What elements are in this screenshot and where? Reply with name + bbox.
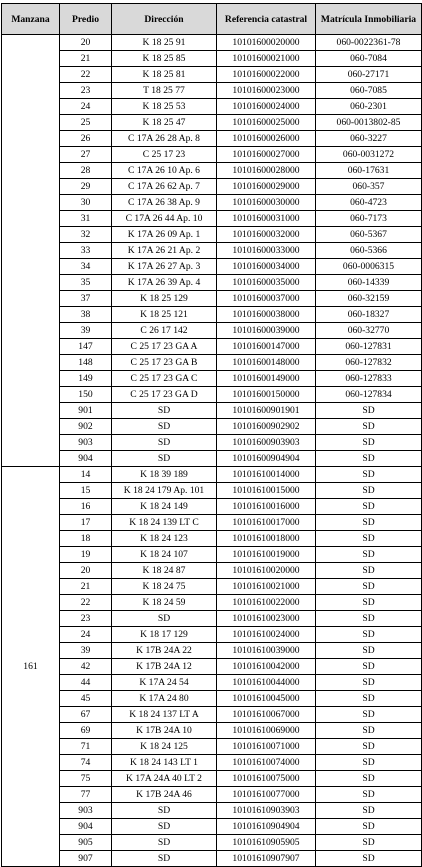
predio-cell: 26 (60, 131, 112, 147)
table-row (2, 707, 422, 723)
matricula-inmobiliaria-cell: 060-127834 (316, 387, 422, 403)
predio-cell: 71 (60, 739, 112, 755)
matricula-inmobiliaria-cell: 060-4723 (316, 195, 422, 211)
predio-cell: 31 (60, 211, 112, 227)
matricula-inmobiliaria-cell: 060-127832 (316, 355, 422, 371)
matricula-inmobiliaria-cell: SD (316, 707, 422, 723)
table-row (2, 371, 422, 387)
referencia-catastral-cell: 10101600024000 (217, 99, 316, 115)
matricula-inmobiliaria-cell: SD (316, 643, 422, 659)
direccion-cell: SD (112, 819, 217, 835)
direccion-cell: C 26 17 142 (112, 323, 217, 339)
matricula-inmobiliaria-cell: 060-0031272 (316, 147, 422, 163)
referencia-catastral-cell: 10101600038000 (217, 307, 316, 323)
matricula-inmobiliaria-cell: SD (316, 451, 422, 467)
direccion-cell: SD (112, 835, 217, 851)
referencia-catastral-cell: 10101610039000 (217, 643, 316, 659)
referencia-catastral-cell: 10101610018000 (217, 531, 316, 547)
matricula-inmobiliaria-cell: SD (316, 579, 422, 595)
referencia-catastral-cell: 10101600022000 (217, 67, 316, 83)
matricula-inmobiliaria-cell: SD (316, 595, 422, 611)
table-row (2, 723, 422, 739)
referencia-catastral-cell: 10101600039000 (217, 323, 316, 339)
table-row (2, 435, 422, 451)
matricula-inmobiliaria-cell: SD (316, 611, 422, 627)
matricula-inmobiliaria-cell: 060-18327 (316, 307, 422, 323)
predio-cell: 75 (60, 771, 112, 787)
predio-cell: 149 (60, 371, 112, 387)
table-row (2, 195, 422, 211)
table-row (2, 339, 422, 355)
referencia-catastral-cell: 10101600033000 (217, 243, 316, 259)
matricula-inmobiliaria-cell: 060-127831 (316, 339, 422, 355)
table-row (2, 691, 422, 707)
direccion-cell: SD (112, 451, 217, 467)
referencia-catastral-cell: 10101600903903 (217, 435, 316, 451)
direccion-cell: C 25 17 23 GA C (112, 371, 217, 387)
table-row (2, 531, 422, 547)
referencia-catastral-cell: 10101600020000 (217, 35, 316, 51)
referencia-catastral-cell: 10101600030000 (217, 195, 316, 211)
table-row (2, 819, 422, 835)
direccion-cell: K 18 39 189 (112, 467, 217, 483)
matricula-inmobiliaria-cell: 060-0022361-78 (316, 35, 422, 51)
table-row (2, 259, 422, 275)
direccion-cell: K 18 24 149 (112, 499, 217, 515)
table-row (2, 67, 422, 83)
direccion-cell: C 17A 26 38 Ap. 9 (112, 195, 217, 211)
referencia-catastral-cell: 10101600023000 (217, 83, 316, 99)
predio-cell: 44 (60, 675, 112, 691)
referencia-catastral-cell: 10101600901901 (217, 403, 316, 419)
referencia-catastral-cell: 10101600021000 (217, 51, 316, 67)
direccion-cell: K 18 25 81 (112, 67, 217, 83)
matricula-inmobiliaria-cell: SD (316, 675, 422, 691)
direccion-cell: K 17B 24A 22 (112, 643, 217, 659)
predio-cell: 39 (60, 323, 112, 339)
direccion-cell: K 18 25 53 (112, 99, 217, 115)
direccion-cell: K 18 24 137 LT A (112, 707, 217, 723)
matricula-inmobiliaria-cell: 060-7084 (316, 51, 422, 67)
table-row (2, 99, 422, 115)
predio-cell: 28 (60, 163, 112, 179)
direccion-cell: K 18 24 59 (112, 595, 217, 611)
predio-cell: 14 (60, 467, 112, 483)
table-row (2, 547, 422, 563)
matricula-inmobiliaria-cell: SD (316, 547, 422, 563)
direccion-cell: K 17A 26 09 Ap. 1 (112, 227, 217, 243)
referencia-catastral-cell: 10101600032000 (217, 227, 316, 243)
table-row (2, 515, 422, 531)
table-row (2, 483, 422, 499)
predio-cell: 905 (60, 835, 112, 851)
referencia-catastral-cell: 10101610020000 (217, 563, 316, 579)
table-row (2, 291, 422, 307)
referencia-catastral-cell: 10101610045000 (217, 691, 316, 707)
table-row (2, 499, 422, 515)
predio-cell: 148 (60, 355, 112, 371)
direccion-cell: SD (112, 611, 217, 627)
predio-cell: 24 (60, 99, 112, 115)
referencia-catastral-cell: 10101600035000 (217, 275, 316, 291)
matricula-inmobiliaria-cell: 060-17631 (316, 163, 422, 179)
predio-cell: 150 (60, 387, 112, 403)
matricula-inmobiliaria-cell: 060-14339 (316, 275, 422, 291)
table-row (2, 451, 422, 467)
predio-cell: 20 (60, 563, 112, 579)
predio-cell: 15 (60, 483, 112, 499)
matricula-inmobiliaria-cell: SD (316, 467, 422, 483)
table-row (2, 675, 422, 691)
referencia-catastral-cell: 10101600150000 (217, 387, 316, 403)
predio-cell: 67 (60, 707, 112, 723)
direccion-cell: K 17A 26 21 Ap. 2 (112, 243, 217, 259)
referencia-catastral-cell: 10101610044000 (217, 675, 316, 691)
predio-cell: 19 (60, 547, 112, 563)
table-row (2, 147, 422, 163)
referencia-catastral-cell: 10101600148000 (217, 355, 316, 371)
table-row (2, 419, 422, 435)
direccion-cell: K 17A 26 27 Ap. 3 (112, 259, 217, 275)
matricula-inmobiliaria-cell: 060-27171 (316, 67, 422, 83)
matricula-inmobiliaria-cell: 060-3227 (316, 131, 422, 147)
referencia-catastral-cell: 10101600025000 (217, 115, 316, 131)
referencia-catastral-cell: 10101600149000 (217, 371, 316, 387)
predio-cell: 20 (60, 35, 112, 51)
predio-cell: 23 (60, 611, 112, 627)
header-manzana: Manzana (2, 4, 60, 35)
matricula-inmobiliaria-cell: 060-127833 (316, 371, 422, 387)
table-row (2, 595, 422, 611)
direccion-cell: C 17A 26 62 Ap. 7 (112, 179, 217, 195)
direccion-cell: SD (112, 803, 217, 819)
table-row (2, 307, 422, 323)
referencia-catastral-cell: 10101600902902 (217, 419, 316, 435)
referencia-catastral-cell: 10101610077000 (217, 787, 316, 803)
predio-cell: 904 (60, 819, 112, 835)
matricula-inmobiliaria-cell: SD (316, 819, 422, 835)
direccion-cell: K 17A 24A 40 LT 2 (112, 771, 217, 787)
predio-cell: 904 (60, 451, 112, 467)
predio-cell: 901 (60, 403, 112, 419)
property-table (1, 3, 422, 867)
predio-cell: 147 (60, 339, 112, 355)
referencia-catastral-cell: 10101600027000 (217, 147, 316, 163)
matricula-inmobiliaria-cell: 060-2301 (316, 99, 422, 115)
matricula-inmobiliaria-cell: 060-0013802-85 (316, 115, 422, 131)
header-direccion: Dirección (112, 4, 217, 35)
table-row (2, 755, 422, 771)
direccion-cell: K 17B 24A 10 (112, 723, 217, 739)
predio-cell: 32 (60, 227, 112, 243)
referencia-catastral-cell: 10101610069000 (217, 723, 316, 739)
predio-cell: 21 (60, 51, 112, 67)
direccion-cell: K 18 25 47 (112, 115, 217, 131)
direccion-cell: K 17B 24A 46 (112, 787, 217, 803)
direccion-cell: K 17A 24 80 (112, 691, 217, 707)
matricula-inmobiliaria-cell: SD (316, 851, 422, 867)
predio-cell: 37 (60, 291, 112, 307)
referencia-catastral-cell: 10101600037000 (217, 291, 316, 307)
predio-cell: 907 (60, 851, 112, 867)
table-row (2, 739, 422, 755)
matricula-inmobiliaria-cell: SD (316, 659, 422, 675)
matricula-inmobiliaria-cell: SD (316, 531, 422, 547)
referencia-catastral-cell: 10101600034000 (217, 259, 316, 275)
referencia-catastral-cell: 10101610017000 (217, 515, 316, 531)
table-row (2, 179, 422, 195)
table-body (2, 35, 422, 867)
matricula-inmobiliaria-cell: SD (316, 723, 422, 739)
referencia-catastral-cell: 10101610075000 (217, 771, 316, 787)
matricula-inmobiliaria-cell: SD (316, 803, 422, 819)
matricula-inmobiliaria-cell: 060-32770 (316, 323, 422, 339)
direccion-cell: C 17A 26 44 Ap. 10 (112, 211, 217, 227)
table-row (2, 403, 422, 419)
matricula-inmobiliaria-cell: SD (316, 483, 422, 499)
matricula-inmobiliaria-cell: 060-32159 (316, 291, 422, 307)
header-matricula-inmobiliaria: Matrícula Inmobiliaria (316, 4, 422, 35)
direccion-cell: SD (112, 851, 217, 867)
direccion-cell: K 18 24 139 LT C (112, 515, 217, 531)
matricula-inmobiliaria-cell: SD (316, 835, 422, 851)
direccion-cell: K 18 24 123 (112, 531, 217, 547)
table-row (2, 323, 422, 339)
matricula-inmobiliaria-cell: SD (316, 691, 422, 707)
referencia-catastral-cell: 10101610067000 (217, 707, 316, 723)
referencia-catastral-cell: 10101610023000 (217, 611, 316, 627)
table-row (2, 35, 422, 51)
direccion-cell: K 18 24 143 LT 1 (112, 755, 217, 771)
referencia-catastral-cell: 10101610904904 (217, 819, 316, 835)
direccion-cell: SD (112, 403, 217, 419)
matricula-inmobiliaria-cell: SD (316, 435, 422, 451)
table-row (2, 611, 422, 627)
matricula-inmobiliaria-cell: SD (316, 739, 422, 755)
table-row (2, 131, 422, 147)
direccion-cell: K 18 25 91 (112, 35, 217, 51)
referencia-catastral-cell: 10101610016000 (217, 499, 316, 515)
referencia-catastral-cell: 10101610042000 (217, 659, 316, 675)
table-row (2, 115, 422, 131)
referencia-catastral-cell: 10101610071000 (217, 739, 316, 755)
table-row (2, 51, 422, 67)
matricula-inmobiliaria-cell: SD (316, 499, 422, 515)
header-row (2, 4, 422, 35)
matricula-inmobiliaria-cell: 060-0006315 (316, 259, 422, 275)
predio-cell: 18 (60, 531, 112, 547)
matricula-inmobiliaria-cell: 060-5366 (316, 243, 422, 259)
table-row (2, 467, 422, 483)
matricula-inmobiliaria-cell: SD (316, 403, 422, 419)
referencia-catastral-cell: 10101610907907 (217, 851, 316, 867)
direccion-cell: C 25 17 23 GA B (112, 355, 217, 371)
matricula-inmobiliaria-cell: SD (316, 787, 422, 803)
predio-cell: 16 (60, 499, 112, 515)
referencia-catastral-cell: 10101600029000 (217, 179, 316, 195)
table-row (2, 563, 422, 579)
predio-cell: 39 (60, 643, 112, 659)
matricula-inmobiliaria-cell: SD (316, 627, 422, 643)
predio-cell: 38 (60, 307, 112, 323)
table-row (2, 851, 422, 867)
direccion-cell: SD (112, 435, 217, 451)
predio-cell: 35 (60, 275, 112, 291)
referencia-catastral-cell: 10101610903903 (217, 803, 316, 819)
table-row (2, 627, 422, 643)
matricula-inmobiliaria-cell: SD (316, 563, 422, 579)
table-row (2, 227, 422, 243)
direccion-cell: C 25 17 23 (112, 147, 217, 163)
table-row (2, 387, 422, 403)
direccion-cell: C 25 17 23 GA A (112, 339, 217, 355)
direccion-cell: K 18 25 129 (112, 291, 217, 307)
referencia-catastral-cell: 10101600031000 (217, 211, 316, 227)
direccion-cell: K 17A 24 54 (112, 675, 217, 691)
table-row (2, 659, 422, 675)
predio-cell: 69 (60, 723, 112, 739)
direccion-cell: K 18 24 87 (112, 563, 217, 579)
predio-cell: 74 (60, 755, 112, 771)
referencia-catastral-cell: 10101610024000 (217, 627, 316, 643)
referencia-catastral-cell: 10101610022000 (217, 595, 316, 611)
direccion-cell: K 18 24 75 (112, 579, 217, 595)
predio-cell: 77 (60, 787, 112, 803)
manzana-cell (2, 35, 60, 467)
predio-cell: 34 (60, 259, 112, 275)
direccion-cell: T 18 25 77 (112, 83, 217, 99)
table-row (2, 211, 422, 227)
matricula-inmobiliaria-cell: SD (316, 515, 422, 531)
predio-cell: 17 (60, 515, 112, 531)
table-row (2, 163, 422, 179)
predio-cell: 27 (60, 147, 112, 163)
direccion-cell: K 18 25 121 (112, 307, 217, 323)
referencia-catastral-cell: 10101610021000 (217, 579, 316, 595)
referencia-catastral-cell: 10101600028000 (217, 163, 316, 179)
header-referencia-catastral: Referencia catastral (217, 4, 316, 35)
direccion-cell: K 18 24 125 (112, 739, 217, 755)
predio-cell: 30 (60, 195, 112, 211)
direccion-cell: C 17A 26 10 Ap. 6 (112, 163, 217, 179)
referencia-catastral-cell: 10101610015000 (217, 483, 316, 499)
direccion-cell: K 18 25 85 (112, 51, 217, 67)
direccion-cell: C 25 17 23 GA D (112, 387, 217, 403)
referencia-catastral-cell: 10101610014000 (217, 467, 316, 483)
predio-cell: 903 (60, 803, 112, 819)
table-row (2, 243, 422, 259)
table-row (2, 787, 422, 803)
direccion-cell: K 18 24 179 Ap. 101 (112, 483, 217, 499)
matricula-inmobiliaria-cell: SD (316, 419, 422, 435)
matricula-inmobiliaria-cell: 060-7085 (316, 83, 422, 99)
table-row (2, 803, 422, 819)
matricula-inmobiliaria-cell: 060-7173 (316, 211, 422, 227)
direccion-cell: K 17B 24A 12 (112, 659, 217, 675)
table-row (2, 643, 422, 659)
referencia-catastral-cell: 10101610019000 (217, 547, 316, 563)
referencia-catastral-cell: 10101610074000 (217, 755, 316, 771)
matricula-inmobiliaria-cell: 060-357 (316, 179, 422, 195)
direccion-cell: SD (112, 419, 217, 435)
predio-cell: 24 (60, 627, 112, 643)
manzana-cell: 161 (2, 467, 60, 867)
predio-cell: 903 (60, 435, 112, 451)
matricula-inmobiliaria-cell: 060-5367 (316, 227, 422, 243)
table-row (2, 355, 422, 371)
predio-cell: 22 (60, 595, 112, 611)
predio-cell: 25 (60, 115, 112, 131)
table-row (2, 771, 422, 787)
predio-cell: 42 (60, 659, 112, 675)
matricula-inmobiliaria-cell: SD (316, 755, 422, 771)
predio-cell: 22 (60, 67, 112, 83)
predio-cell: 21 (60, 579, 112, 595)
table-row (2, 275, 422, 291)
predio-cell: 33 (60, 243, 112, 259)
table-row (2, 579, 422, 595)
predio-cell: 23 (60, 83, 112, 99)
predio-cell: 29 (60, 179, 112, 195)
predio-cell: 45 (60, 691, 112, 707)
referencia-catastral-cell: 10101600904904 (217, 451, 316, 467)
table-row (2, 83, 422, 99)
predio-cell: 902 (60, 419, 112, 435)
matricula-inmobiliaria-cell: SD (316, 771, 422, 787)
referencia-catastral-cell: 10101600026000 (217, 131, 316, 147)
referencia-catastral-cell: 10101610905905 (217, 835, 316, 851)
direccion-cell: K 17A 26 39 Ap. 4 (112, 275, 217, 291)
referencia-catastral-cell: 10101600147000 (217, 339, 316, 355)
header-predio: Predio (60, 4, 112, 35)
direccion-cell: C 17A 26 28 Ap. 8 (112, 131, 217, 147)
direccion-cell: K 18 17 129 (112, 627, 217, 643)
direccion-cell: K 18 24 107 (112, 547, 217, 563)
